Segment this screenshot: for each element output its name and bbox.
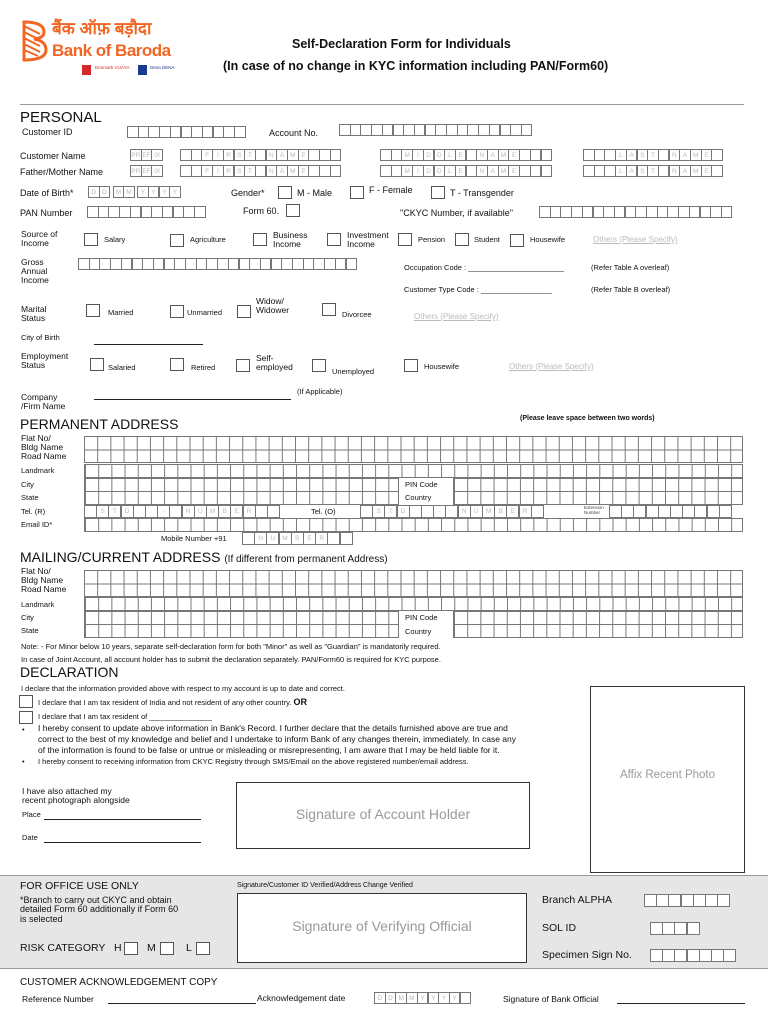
divorcee-label: Divorcee [342,310,372,319]
bank-official-sig-line[interactable] [617,1003,745,1004]
perm-city-grid[interactable] [84,478,399,492]
form-subtitle: (In case of no change in KYC information including PAN/Form60) [223,59,609,73]
perm-pin-grid[interactable] [453,478,743,492]
middle-cell: E [508,165,520,177]
last-cell: L [615,149,627,161]
std-cell: - [433,505,446,518]
mailing-heading-text: MAILING/CURRENT ADDRESS [20,549,221,565]
first-cell: T [244,165,256,177]
mobile-boxes[interactable] [242,532,352,545]
housewife-label: Housewife [530,235,566,244]
bullet-2: • [22,757,25,766]
father-mother-label: Father/Mother Name [20,167,104,177]
mobile-cell: R [315,532,328,545]
ack-date-cell: Y [417,992,429,1004]
email-label: Email ID* [21,520,53,529]
risk-h-label: H [114,942,122,954]
perm-flat-grid[interactable] [84,436,743,463]
unemployed-label: Unemployed [332,367,375,376]
perm-state-grid[interactable] [84,491,399,505]
first-cell: N [266,165,278,177]
prefix-cell: IX [151,149,163,161]
perm-landmark-grid[interactable] [84,464,743,478]
office-use-heading: FOR OFFICE USE ONLY [20,880,139,892]
pan-label: PAN Number [20,208,73,218]
company-label: Company /Firm Name [21,392,66,411]
consent-1: I hereby consent to update above information in Bank's Record. I further declare that the details furnished above are true and correct to the best of my knowledge and belief and I undertake to inform Bank of any changes therein, immediately. In case any of the information is found to be false or untrue or misleading or misrepresenting, I am aware that I may be held liable for it. [38,723,517,755]
widow-checkbox[interactable] [237,305,251,318]
std-cell: N [182,505,195,518]
last-cell: E [701,149,713,161]
note-line-1: Note: - For Minor below 10 years, separate self-declaration form for both "Minor" as well as "Guardian" is mandatorily required. [21,642,441,651]
first-cell: A [276,165,288,177]
bank-logo [20,18,48,62]
branch-alpha-boxes[interactable] [644,894,729,907]
ckyc-label: "CKYC Number, if available" [400,208,513,218]
personal-heading: PERSONAL [20,109,102,126]
middle-cell: A [487,165,499,177]
first-cell: R [223,165,235,177]
last-cell: M [690,149,702,161]
note-line-2: In case of Joint Account, all account holder has to submit the declaration separately. PAN/Form60 is required for KYC purpose. [21,655,441,664]
risk-l-label: L [186,942,192,954]
pension-checkbox[interactable] [398,233,412,246]
housewife-checkbox[interactable] [510,234,524,247]
tag-logo-1 [82,65,91,75]
mailing-sub-text: (If different from permanent Address) [224,554,388,565]
prefix-cell: PR [130,149,142,161]
mobile-cell: B [291,532,304,545]
dob-boxes[interactable] [88,186,180,198]
std-cell: U [194,505,207,518]
middle-cell: M [401,165,413,177]
specimen-sign-label: Specimen Sign No. [542,949,632,961]
permanent-address-heading: PERMANENT ADDRESS [20,416,179,432]
first-cell: F [201,165,213,177]
prefix-cell: EF [141,149,153,161]
first-cell: M [287,165,299,177]
perm-flat-label: Flat No/ Bldg Name Road Name [21,433,67,461]
first-cell: M [287,149,299,161]
mail-landmark-grid[interactable] [84,597,743,611]
middle-cell: D [434,149,446,161]
gender-male-checkbox[interactable] [278,186,292,199]
bank-name-hindi: बैंक ऑफ़ बड़ौदा [52,19,152,38]
std-cell: T [384,505,397,518]
mail-city-grid[interactable] [84,611,399,625]
mobile-cell: M [279,532,292,545]
middle-cell: E [455,149,467,161]
last-cell: A [626,165,638,177]
perm-city-label: City [21,480,34,489]
mail-country-label: Country [405,627,432,636]
mail-flat-label: Flat No/ Bldg Name Road Name [21,566,67,594]
std-cell: T [108,505,121,518]
gender-female-checkbox[interactable] [350,186,364,199]
occupation-code[interactable]: Occupation Code : _______________________ [404,263,565,272]
photo-box[interactable] [590,686,745,873]
std-cell: B [218,505,231,518]
middle-cell: A [487,149,499,161]
first-cell: F [201,149,213,161]
gender-label: Gender* [231,188,265,198]
std-cell: B [494,505,507,518]
branch-note: *Branch to carry out CKYC and obtain detailed Form 60 additionally if Form 60 is selected [20,895,179,924]
risk-m-label: M [147,942,156,954]
std-cell: S [96,505,109,518]
form60-checkbox[interactable] [286,204,300,217]
last-cell: S [637,149,649,161]
middle-cell: I [412,165,424,177]
std-cell: E [506,505,519,518]
std-cell: S [372,505,385,518]
agriculture-checkbox[interactable] [170,234,184,247]
dob-cell: Y [137,186,149,198]
middle-cell: E [508,149,520,161]
unmarried-checkbox[interactable] [170,305,184,318]
dob-cell: Y [148,186,160,198]
dob-cell: M [123,186,135,198]
business-income-checkbox[interactable] [253,233,267,246]
std-cell: - [157,505,170,518]
dob-label: Date of Birth* [20,188,74,198]
dob-cell: Y [159,186,171,198]
reference-number-line[interactable] [108,1003,256,1004]
sol-id-label: SOL ID [542,922,577,934]
std-cell: U [470,505,483,518]
risk-m-checkbox[interactable] [160,942,174,955]
first-cell: N [266,149,278,161]
business-income-label: Business Income [273,230,308,249]
ack-date-label: Acknowledgement date [257,993,346,1003]
perm-country-grid[interactable] [453,491,743,505]
place-line[interactable] [44,819,201,820]
risk-h-checkbox[interactable] [124,942,138,955]
mail-state-label: State [21,626,39,635]
tax-india-label: I declare that I am tax resident of India and not resident of any other country. [38,698,292,707]
father-first-name[interactable] [180,165,341,177]
or-label: OR [293,697,307,707]
divorcee-checkbox[interactable] [322,303,336,316]
pan-boxes[interactable] [87,206,205,218]
first-cell: I [212,149,224,161]
middle-cell: D [423,149,435,161]
verifying-official-text: Signature of Verifying Official [292,918,472,934]
housewife-employment-checkbox[interactable] [404,359,418,372]
ack-date-boxes[interactable] [374,992,470,1004]
salary-checkbox[interactable] [84,233,98,246]
middle-cell: N [476,149,488,161]
mail-state-grid[interactable] [84,624,399,638]
middle-cell: D [434,165,446,177]
agriculture-label: Agriculture [190,235,226,244]
mail-pin-label: PIN Code [405,613,438,622]
consent-2: I hereby consent to receiving information from CKYC Registry through SMS/Email on the above registered number/email address. [38,757,469,766]
salaried-label: Salaried [108,363,136,372]
std-cell: R [519,505,532,518]
gender-female-label: F - Female [369,185,413,195]
bank-name: Bank of Baroda [52,41,171,60]
ack-heading: CUSTOMER ACKNOWLEDGEMENT COPY [20,977,218,988]
source-income-label: Source of Income [21,229,58,248]
mail-pin-grid[interactable] [453,611,743,625]
photo-attached-text: I have also attached my recent photograph alongside [22,786,130,805]
dob-cell: Y [169,186,181,198]
last-cell: A [679,165,691,177]
gross-income-label: Gross Annual Income [21,257,49,285]
ack-date-cell: D [374,992,386,1004]
std-cell: M [482,505,495,518]
header-divider [20,104,744,105]
prefix-cell: EF [141,165,153,177]
dob-cell: D [88,186,100,198]
middle-cell: E [455,165,467,177]
retired-label: Retired [191,363,216,372]
self-employed-checkbox[interactable] [236,359,250,372]
middle-cell: N [476,165,488,177]
place-label: Place [22,810,41,819]
mobile-cell: N [254,532,267,545]
gender-transgender-label: T - Transgender [450,188,514,198]
gender-male-label: M - Male [297,188,333,198]
tax-other-text: I declare that I am tax resident of _______________ [38,712,212,721]
last-cell: A [626,149,638,161]
last-cell: L [615,165,627,177]
email-grid[interactable] [84,518,743,532]
middle-cell: I [412,149,424,161]
customer-name-prefix[interactable] [130,149,162,161]
tag-text-2: Dena DENA [150,65,175,70]
if-applicable-label: (If Applicable) [297,387,343,396]
retired-checkbox[interactable] [170,358,184,371]
tel-r-boxes[interactable] [84,505,279,518]
prefix-cell: IX [151,165,163,177]
mail-country-grid[interactable] [453,624,743,638]
mobile-cell: U [266,532,279,545]
std-cell: E [230,505,243,518]
unmarried-label: Unmarried [187,308,223,317]
mobile-cell: E [303,532,316,545]
first-cell: R [223,149,235,161]
marital-status-label: Marital Status [21,304,47,323]
first-cell: T [244,149,256,161]
prefix-cell: PR [130,165,142,177]
verifying-official-signature-box[interactable] [237,893,527,963]
verified-label: Signature/Customer ID Verified/Address Change Verified [237,882,413,889]
tel-o-label: Tel. (O) [311,507,336,516]
student-label: Student [474,235,500,244]
ack-date-cell: M [406,992,418,1004]
housewife-employment-label: Housewife [424,362,460,371]
account-no-label: Account No. [269,128,319,138]
middle-cell: L [444,149,456,161]
account-no-boxes[interactable] [339,124,532,136]
customer-type-code[interactable]: Customer Type Code : _________________ [404,285,552,294]
ack-date-cell: M [395,992,407,1004]
mobile-label: Mobile Number +91 [161,534,227,543]
last-cell: E [701,165,713,177]
widow-label: Widow/ Widower [256,296,290,315]
branch-alpha-label: Branch ALPHA [542,894,613,906]
specimen-sign-boxes[interactable] [650,949,735,962]
extension-boxes[interactable] [609,505,731,518]
customer-type-ref: (Refer Table B overleaf) [591,285,671,294]
first-cell: E [298,149,310,161]
tag-logo-2 [138,65,147,75]
perm-landmark-label: Landmark [21,466,55,475]
mailing-address-heading [20,549,388,565]
std-cell: D [397,505,410,518]
ack-date-cell: D [385,992,397,1004]
declaration-intro: I declare that the information provided above with respect to my account is up to date and correct. [21,684,345,693]
customer-middle-name[interactable] [380,149,551,161]
city-birth-line[interactable] [94,344,203,345]
tel-r-label: Tel. (R) [21,507,46,516]
ckyc-boxes[interactable] [539,206,732,218]
last-cell: T [647,165,659,177]
father-name-prefix[interactable] [130,165,162,177]
mail-landmark-label: Landmark [21,600,55,609]
salaried-checkbox[interactable] [90,358,104,371]
tax-india-checkbox[interactable] [19,695,33,708]
employment-status-label: Employment Status [21,351,69,370]
last-cell: T [647,149,659,161]
city-birth-label: City of Birth [21,333,60,342]
ack-date-cell: Y [449,992,461,1004]
customer-first-name[interactable] [180,149,341,161]
sol-id-boxes[interactable] [650,922,699,935]
customer-name-label: Customer Name [20,151,86,161]
salary-label: Salary [104,235,126,244]
std-cell: R [243,505,256,518]
middle-cell: M [498,149,510,161]
perm-pin-label: PIN Code [405,480,438,489]
std-cell: D [121,505,134,518]
extension-label: Extension Number [584,505,604,515]
customer-id-boxes[interactable] [127,126,245,138]
form60-label: Form 60. [243,206,280,216]
gender-transgender-checkbox[interactable] [431,186,445,199]
account-holder-signature-text: Signature of Account Holder [295,806,471,822]
account-holder-signature-box[interactable] [236,782,530,849]
affix-photo-text: Affix Recent Photo [619,769,716,781]
last-cell: A [679,149,691,161]
investment-income-checkbox[interactable] [327,233,341,246]
dob-cell: D [99,186,111,198]
investment-income-label: Investment Income [347,230,389,249]
unemployed-checkbox[interactable] [312,359,326,372]
company-line[interactable] [94,399,291,400]
ack-date-cell: Y [438,992,450,1004]
father-middle-name[interactable] [380,165,551,177]
bank-official-sig-label: Signature of Bank Official [503,994,599,1004]
others-specify-marital[interactable]: Others (Please Specify) [414,312,499,321]
date-label: Date [22,833,38,842]
space-note: (Please leave space between two words) [520,415,655,422]
risk-category-label: RISK CATEGORY [20,942,106,954]
married-label: Married [108,308,134,317]
bullet-1: • [22,725,25,734]
father-last-name[interactable] [583,165,722,177]
date-line[interactable] [44,842,201,843]
std-cell: N [458,505,471,518]
middle-cell: L [444,165,456,177]
pension-label: Pension [418,235,446,244]
last-cell: S [637,165,649,177]
customer-last-name[interactable] [583,149,722,161]
reference-number-label: Reference Number [22,994,94,1004]
perm-state-label: State [21,493,39,502]
tel-o-boxes[interactable] [360,505,543,518]
first-cell: S [234,165,246,177]
std-cell: M [206,505,219,518]
tax-other-checkbox[interactable] [19,711,33,724]
occupation-ref: (Refer Table A overleaf) [591,263,670,272]
last-cell: N [669,149,681,161]
dob-cell: M [113,186,125,198]
gross-income-boxes[interactable] [78,258,356,270]
first-cell: E [298,165,310,177]
student-checkbox[interactable] [455,233,469,246]
ack-date-cell: Y [428,992,440,1004]
customer-id-label: Customer ID [22,127,73,137]
first-cell: A [276,149,288,161]
mail-city-label: City [21,613,34,622]
married-checkbox[interactable] [86,304,100,317]
others-specify-income[interactable]: Others (Please Specify) [593,235,678,244]
last-cell: M [690,165,702,177]
perm-country-label: Country [405,493,432,502]
first-cell: S [234,149,246,161]
middle-cell: M [498,165,510,177]
tag-text-1: Denmark VIJAYA [95,65,130,70]
risk-l-checkbox[interactable] [196,942,210,955]
mail-flat-grid[interactable] [84,570,743,597]
middle-cell: D [423,165,435,177]
form-title: Self-Declaration Form for Individuals [292,37,511,51]
tax-india-text [38,698,307,708]
others-specify-employment[interactable]: Others (Please Specify) [509,362,594,371]
declaration-heading: DECLARATION [20,664,119,680]
first-cell: I [212,165,224,177]
self-employed-label: Self- employed [256,353,293,372]
last-cell: N [669,165,681,177]
middle-cell: M [401,149,413,161]
